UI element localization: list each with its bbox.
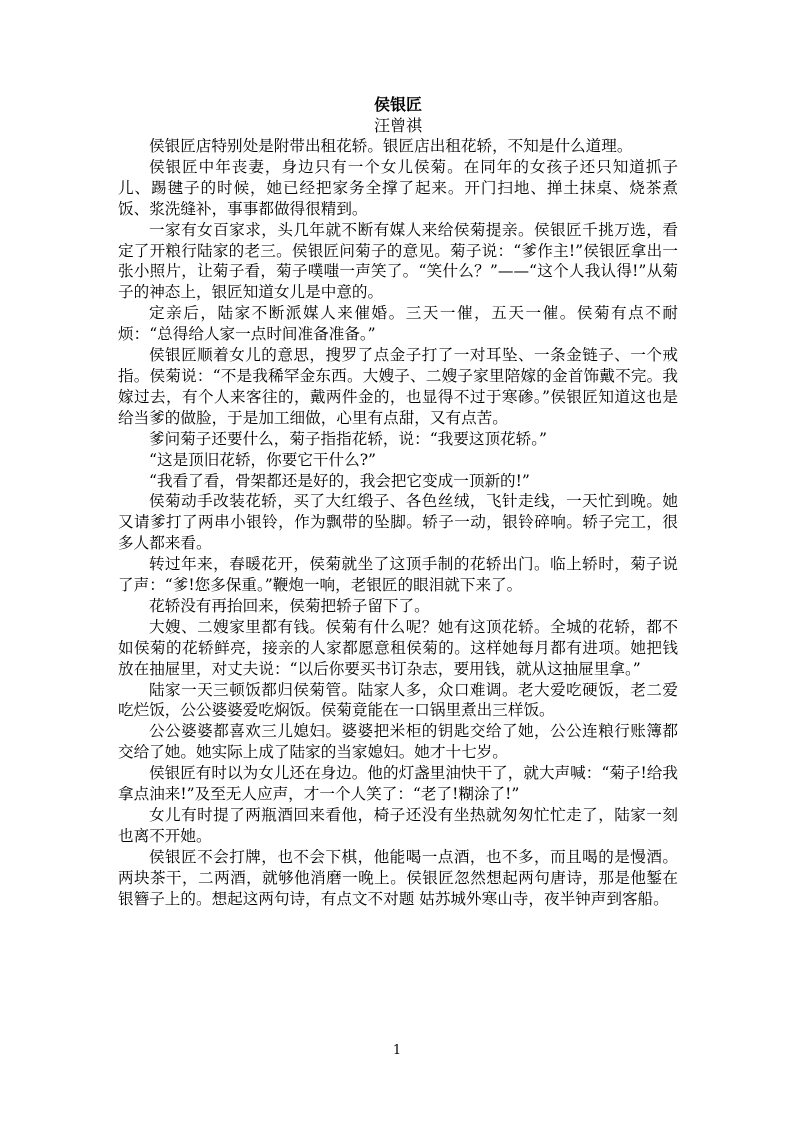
paragraph: 侯菊动手改装花轿，买了大红缎子、各色丝绒，飞针走线，一天忙到晚。她又请爹打了两串小银铃，作为飘带的坠脚。轿子一动，银铃碎响。轿子完工，很多人都来看。 (118, 492, 678, 553)
paragraph: “我看了看，骨架都还是好的，我会把它变成一顶新的!” (149, 471, 530, 490)
paragraph: 定亲后，陆家不断派媒人来催婚。三天一催，五天一催。侯菊有点不耐烦：“总得给人家一点时间准备准备。” (118, 304, 678, 344)
document-title: 侯银匠 (373, 95, 422, 114)
paragraph: 侯银匠不会打牌，也不会下棋，他能喝一点酒，也不多，而且喝的是慢酒。两块茶干，二两酒，就够他消磨一晚上。侯银匠忽然想起两句唐诗，那是他錾在银簪子上的。想起这两句诗，有点文不对题 姑苏城外寒山寺，夜半钟声到客船。 (118, 847, 678, 908)
paragraph: 侯银匠店特别处是附带出租花轿。银匠店出租花轿，不知是什么道理。 (149, 137, 633, 155)
paragraph: 花轿没有再抬回来，侯菊把轿子留下了。 (149, 596, 430, 615)
paragraph: 侯银匠有时以为女儿还在身边。他的灯盏里油快干了，就大声喊：“菊子!给我拿点油来!”及至无人应声，才一个人笑了：“老了!糊涂了!” (118, 764, 678, 804)
paragraph: 公公婆婆都喜欢三儿媳妇。婆婆把米柜的钥匙交给了她，公公连粮行账簿都交给了她。她实际上成了陆家的当家媳妇。她才十七岁。 (118, 722, 678, 762)
document-body (118, 136, 678, 910)
paragraph: 爹问菊子还要什么，菊子指指花轿，说：“我要这顶花轿。” (149, 429, 547, 448)
paragraph: 转过年来，春暖花开，侯菊就坐了这顶手制的花轿出门。临上轿时，菊子说了声：“爹!您多保重。”鞭炮一响，老银匠的眼泪就下来了。 (118, 555, 678, 595)
paragraph: 陆家一天三顿饭都归侯菊管。陆家人多，众口难调。老大爱吃硬饭，老二爱吃烂饭，公公婆婆爱吃焖饭。侯菊竟能在一口锅里煮出三样饭。 (118, 680, 678, 720)
page-number: 1 (392, 1043, 402, 1058)
paragraph: 一家有女百家求，头几年就不断有媒人来给侯菊提亲。侯银匠千挑万选，看定了开粮行陆家的老三。侯银匠问菊子的意见。菊子说：“爹作主!”侯银匠拿出一张小照片，让菊子看，菊子噗嗤一声笑了。“笑什么？”——“这个人我认得!”从菊子的神态上，银匠知道女儿是中意的。 (118, 220, 678, 302)
author-name: 汪曾祺 (373, 116, 422, 135)
document-page (118, 94, 678, 910)
paragraph: 侯银匠中年丧妻，身边只有一个女儿侯菊。在同年的女孩子还只知道抓子儿、踢毽子的时候，她已经把家务全撑了起来。开门扫地、掸土抹桌、烧茶煮饭、浆洗缝补，事事都做得很精到。 (118, 157, 678, 218)
paragraph: 侯银匠顺着女儿的意思，搜罗了点金子打了一对耳坠、一条金链子、一个戒指。侯菊说：“不是我稀罕金东西。大嫂子、二嫂子家里陪嫁的金首饰戴不完。我嫁过去，有个人来客往的，戴两件金的，也显得不过于寒碜。”侯银匠知道这也是给当爹的做脸，于是加工细做，心里有点甜，又有点苦。 (118, 346, 678, 427)
paragraph: 女儿有时提了两瓶酒回来看他，椅子还没有坐热就匆匆忙忙走了，陆家一刻也离不开她。 (118, 806, 678, 845)
paragraph: “这是顶旧花轿，你要它干什么?” (149, 450, 377, 469)
paragraph: 大嫂、二嫂家里都有钱。侯菊有什么呢？她有这顶花轿。全城的花轿，都不如侯菊的花轿鲜亮，接亲的人家都愿意租侯菊的。这样她每月都有进项。她把钱放在抽屉里，对丈夫说：“以后你要买书订杂志，要用钱，就从这抽屉里拿。” (118, 617, 678, 678)
